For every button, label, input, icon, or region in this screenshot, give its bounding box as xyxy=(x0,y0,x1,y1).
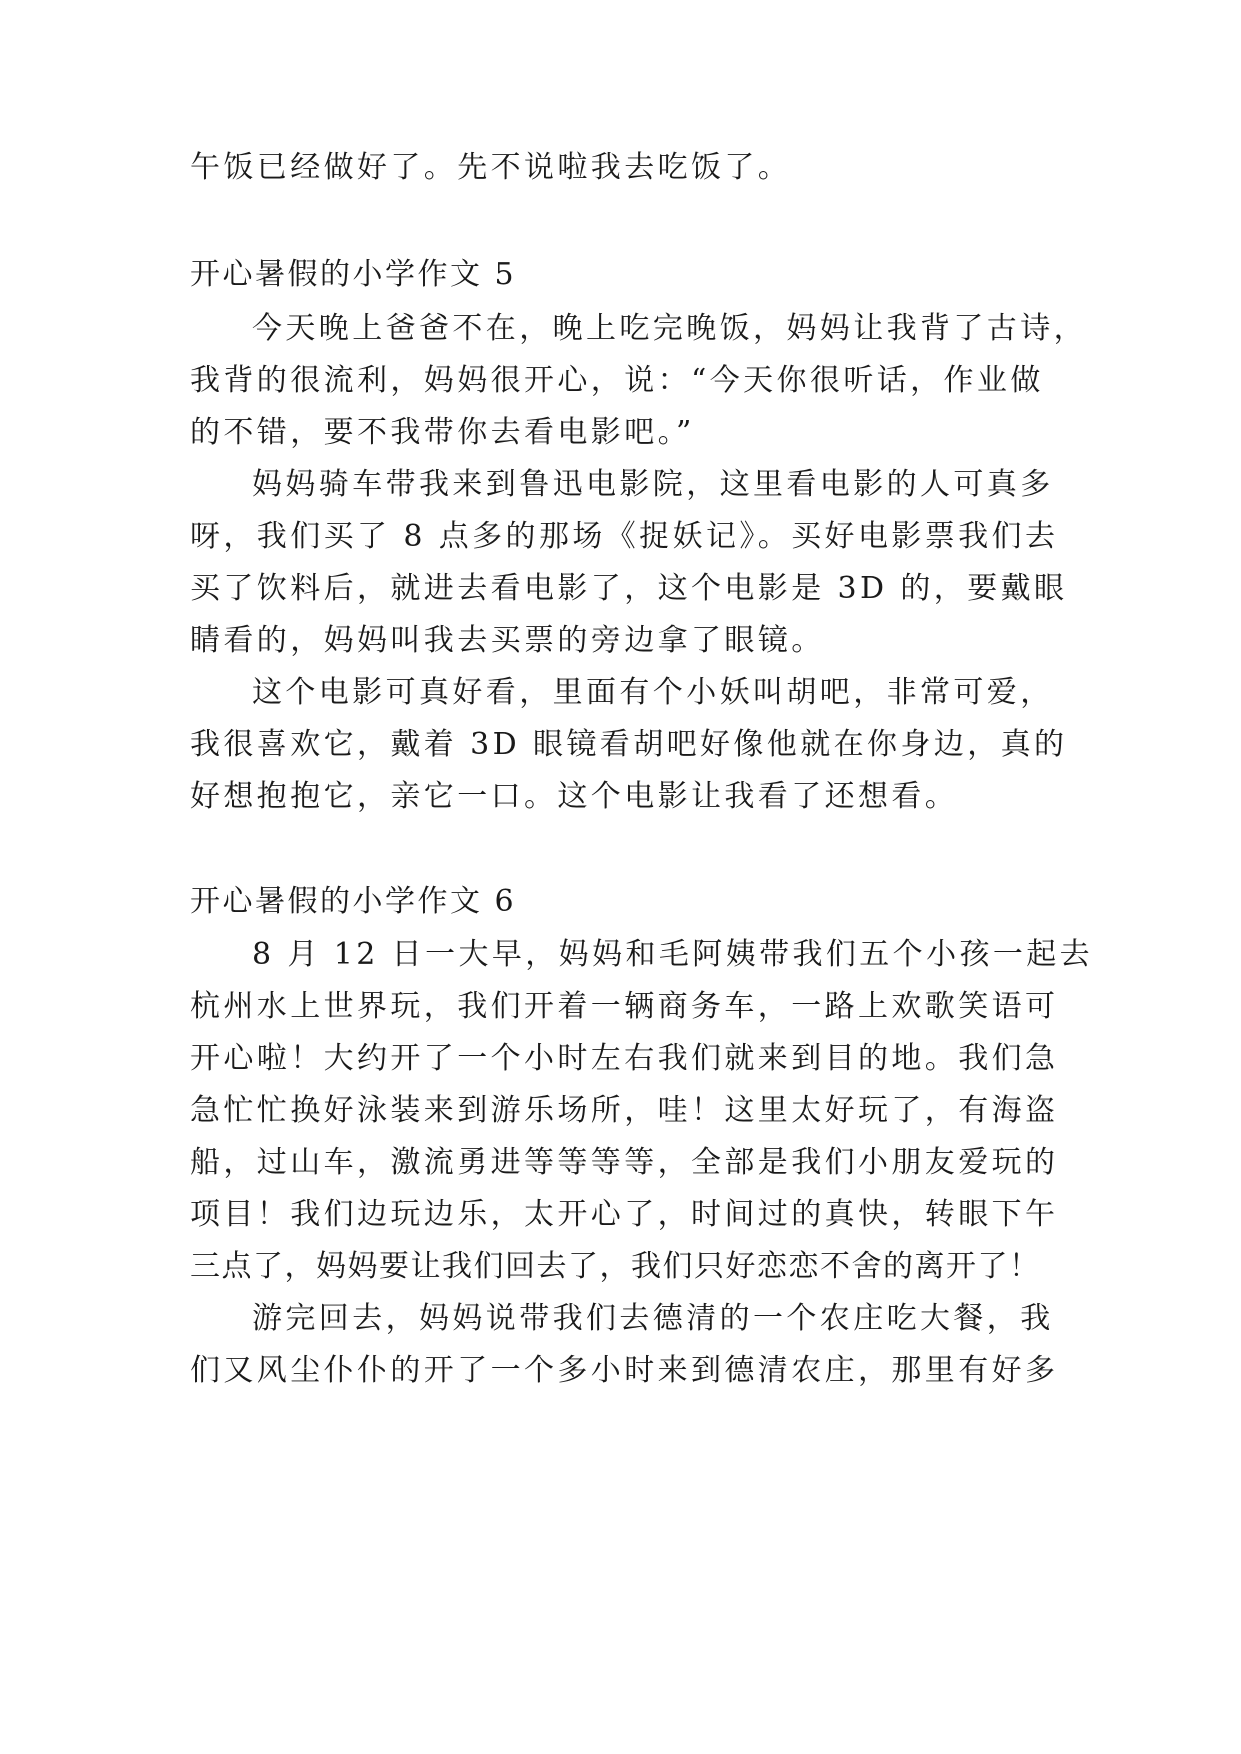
paragraph-line: 的不错，要不我带你去看电影吧。” xyxy=(190,415,695,450)
paragraph-line: 睛看的，妈妈叫我去买票的旁边拿了眼镜。 xyxy=(190,623,825,658)
paragraph-line: 游完回去，妈妈说带我们去德清的一个农庄吃大餐，我 xyxy=(252,1301,1054,1336)
paragraph-line: 我背的很流利，妈妈很开心，说：“今天你很听话，作业做 xyxy=(190,363,1044,398)
paragraph-line: 好想抱抱它，亲它一口。这个电影让我看了还想看。 xyxy=(190,779,959,814)
paragraph-line: 开心啦！大约开了一个小时左右我们就来到目的地。我们急 xyxy=(190,1041,1059,1076)
paragraph-line: 8 月 12 日一大早，妈妈和毛阿姨带我们五个小孩一起去 xyxy=(252,937,1094,972)
paragraph-line: 这个电影可真好看，里面有个小妖叫胡吧，非常可爱， xyxy=(252,675,1054,710)
section-title: 开心暑假的小学作文 5 xyxy=(190,257,517,292)
paragraph-line: 今天晚上爸爸不在，晚上吃完晚饭，妈妈让我背了古诗， xyxy=(252,311,1087,346)
intro-line: 午饭已经做好了。先不说啦我去吃饭了。 xyxy=(190,150,792,185)
section-title: 开心暑假的小学作文 6 xyxy=(190,884,517,919)
paragraph-line: 杭州水上世界玩，我们开着一辆商务车，一路上欢歌笑语可 xyxy=(190,989,1059,1024)
paragraph-line: 三点了，妈妈要让我们回去了，我们只好恋恋不舍的离开了！ xyxy=(190,1249,1041,1284)
paragraph-line: 妈妈骑车带我来到鲁迅电影院，这里看电影的人可真多 xyxy=(252,467,1054,502)
paragraph-line: 们又风尘仆仆的开了一个多小时来到德清农庄，那里有好多 xyxy=(190,1353,1059,1388)
paragraph-line: 船，过山车，激流勇进等等等等，全部是我们小朋友爱玩的 xyxy=(190,1145,1059,1180)
paragraph-line: 急忙忙换好泳装来到游乐场所，哇！这里太好玩了，有海盗 xyxy=(190,1093,1059,1128)
paragraph-line: 项目！我们边玩边乐，太开心了，时间过的真快，转眼下午 xyxy=(190,1197,1059,1232)
paragraph-line: 买了饮料后，就进去看电影了，这个电影是 3D 的，要戴眼 xyxy=(190,571,1068,606)
paragraph-line: 呀，我们买了 8 点多的那场《捉妖记》。买好电影票我们去 xyxy=(190,519,1059,554)
paragraph-line: 我很喜欢它，戴着 3D 眼镜看胡吧好像他就在你身边，真的 xyxy=(190,727,1068,762)
